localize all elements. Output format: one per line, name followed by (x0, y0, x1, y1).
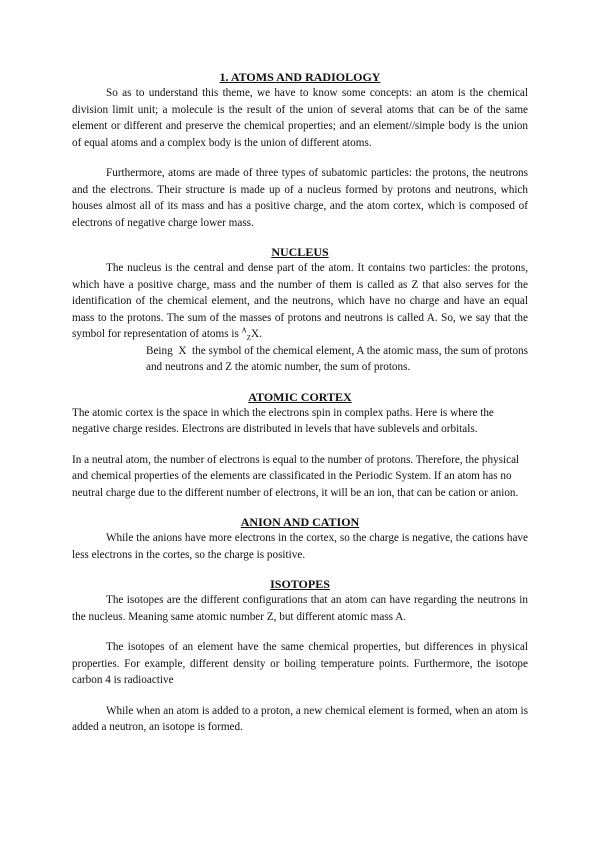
paragraph-being (72, 343, 528, 376)
being-word: Being (146, 344, 173, 357)
paragraph-neutral-atom: In a neutral atom, the number of electrons is equal to the number of protons. Therefore, the physical and chemical properties of the elements are classificated in the Periodic System. If an atom has no neutral charge due to the different number of electrons, it will be an ion, that can be cation or anion. (72, 453, 520, 499)
paragraph-concepts: So as to understand this theme, we have to know some concepts: an atom is the chemical division limit unit; a molecule is the result of the union of several atoms that can be of the same element or different and preserve the chemical properties; and an element//simple body is the union of equal atoms and a complex body is the union of different atoms. (72, 87, 528, 149)
section-title-nucleus: NUCLEUS (271, 245, 329, 259)
paragraph-nucleus (72, 260, 528, 343)
nucleus-text: The nucleus is the central and dense part of the atom. It contains two particles: the protons, which have a positive charge, mass and the number of them is called as Z that also serves for the identification of the chemical element, and the neutrons, which have no charge and have an equal mass to the protons. The sum of the masses of protons and neutrons is called A. So, we say that the symbol for representation of atoms is (72, 262, 528, 340)
paragraph-subatomic-particles: Furthermore, atoms are made of three types of subatomic particles: the protons, the neutrons and the electrons. Their structure is made up of a nucleus formed by protons and neutrons, which houses almost all of its mass and has a positive charge, and the atom cortex, which is composed of electrons of negative charge lower mass. (72, 167, 528, 229)
paragraph-isotope-formation: While when an atom is added to a proton, a new chemical element is formed, when an atom is added a neutron, an isotope is formed. (72, 704, 528, 733)
document-page (72, 70, 528, 736)
paragraph-isotopes-properties: The isotopes of an element have the same chemical properties, but differences in physical properties. For example, different density or boiling temperature points. Furthermore, the isotope carbon 4 is radioactive (72, 641, 528, 686)
section-title-isotopes: ISOTOPES (270, 577, 330, 591)
atom-symbol-mass: A (241, 326, 247, 335)
paragraph-isotopes-definition: The isotopes are the different configurations that an atom can have regarding the neutrons in the nucleus. Meaning same atomic number Z, but different atomic mass A. (72, 594, 528, 623)
atom-symbol-element: X. (251, 328, 262, 340)
paragraph-anions: While the anions have more electrons in the cortex, so the charge is negative, the cations have less electrons in the cortes, so the charge is positive. (72, 532, 528, 561)
section-title-atoms-and-radiology: 1. ATOMS AND RADIOLOGY (219, 70, 381, 84)
atom-symbol-number: Z (246, 334, 251, 343)
section-title-atomic-cortex: ATOMIC CORTEX (248, 389, 352, 404)
being-rest: the symbol of the chemical element, A the atomic mass, the sum of protons and neutrons and Z the atomic number, the sum of protons. (146, 344, 528, 373)
section-title-anion-and-cation: ANION AND CATION (240, 515, 360, 529)
paragraph-cortex-space: The atomic cortex is the space in which the electrons spin in complex paths. Here is where the negative charge resides. Electrons are distributed in levels that have sublevels and orbitals. (72, 406, 494, 435)
being-x: X (178, 344, 187, 357)
